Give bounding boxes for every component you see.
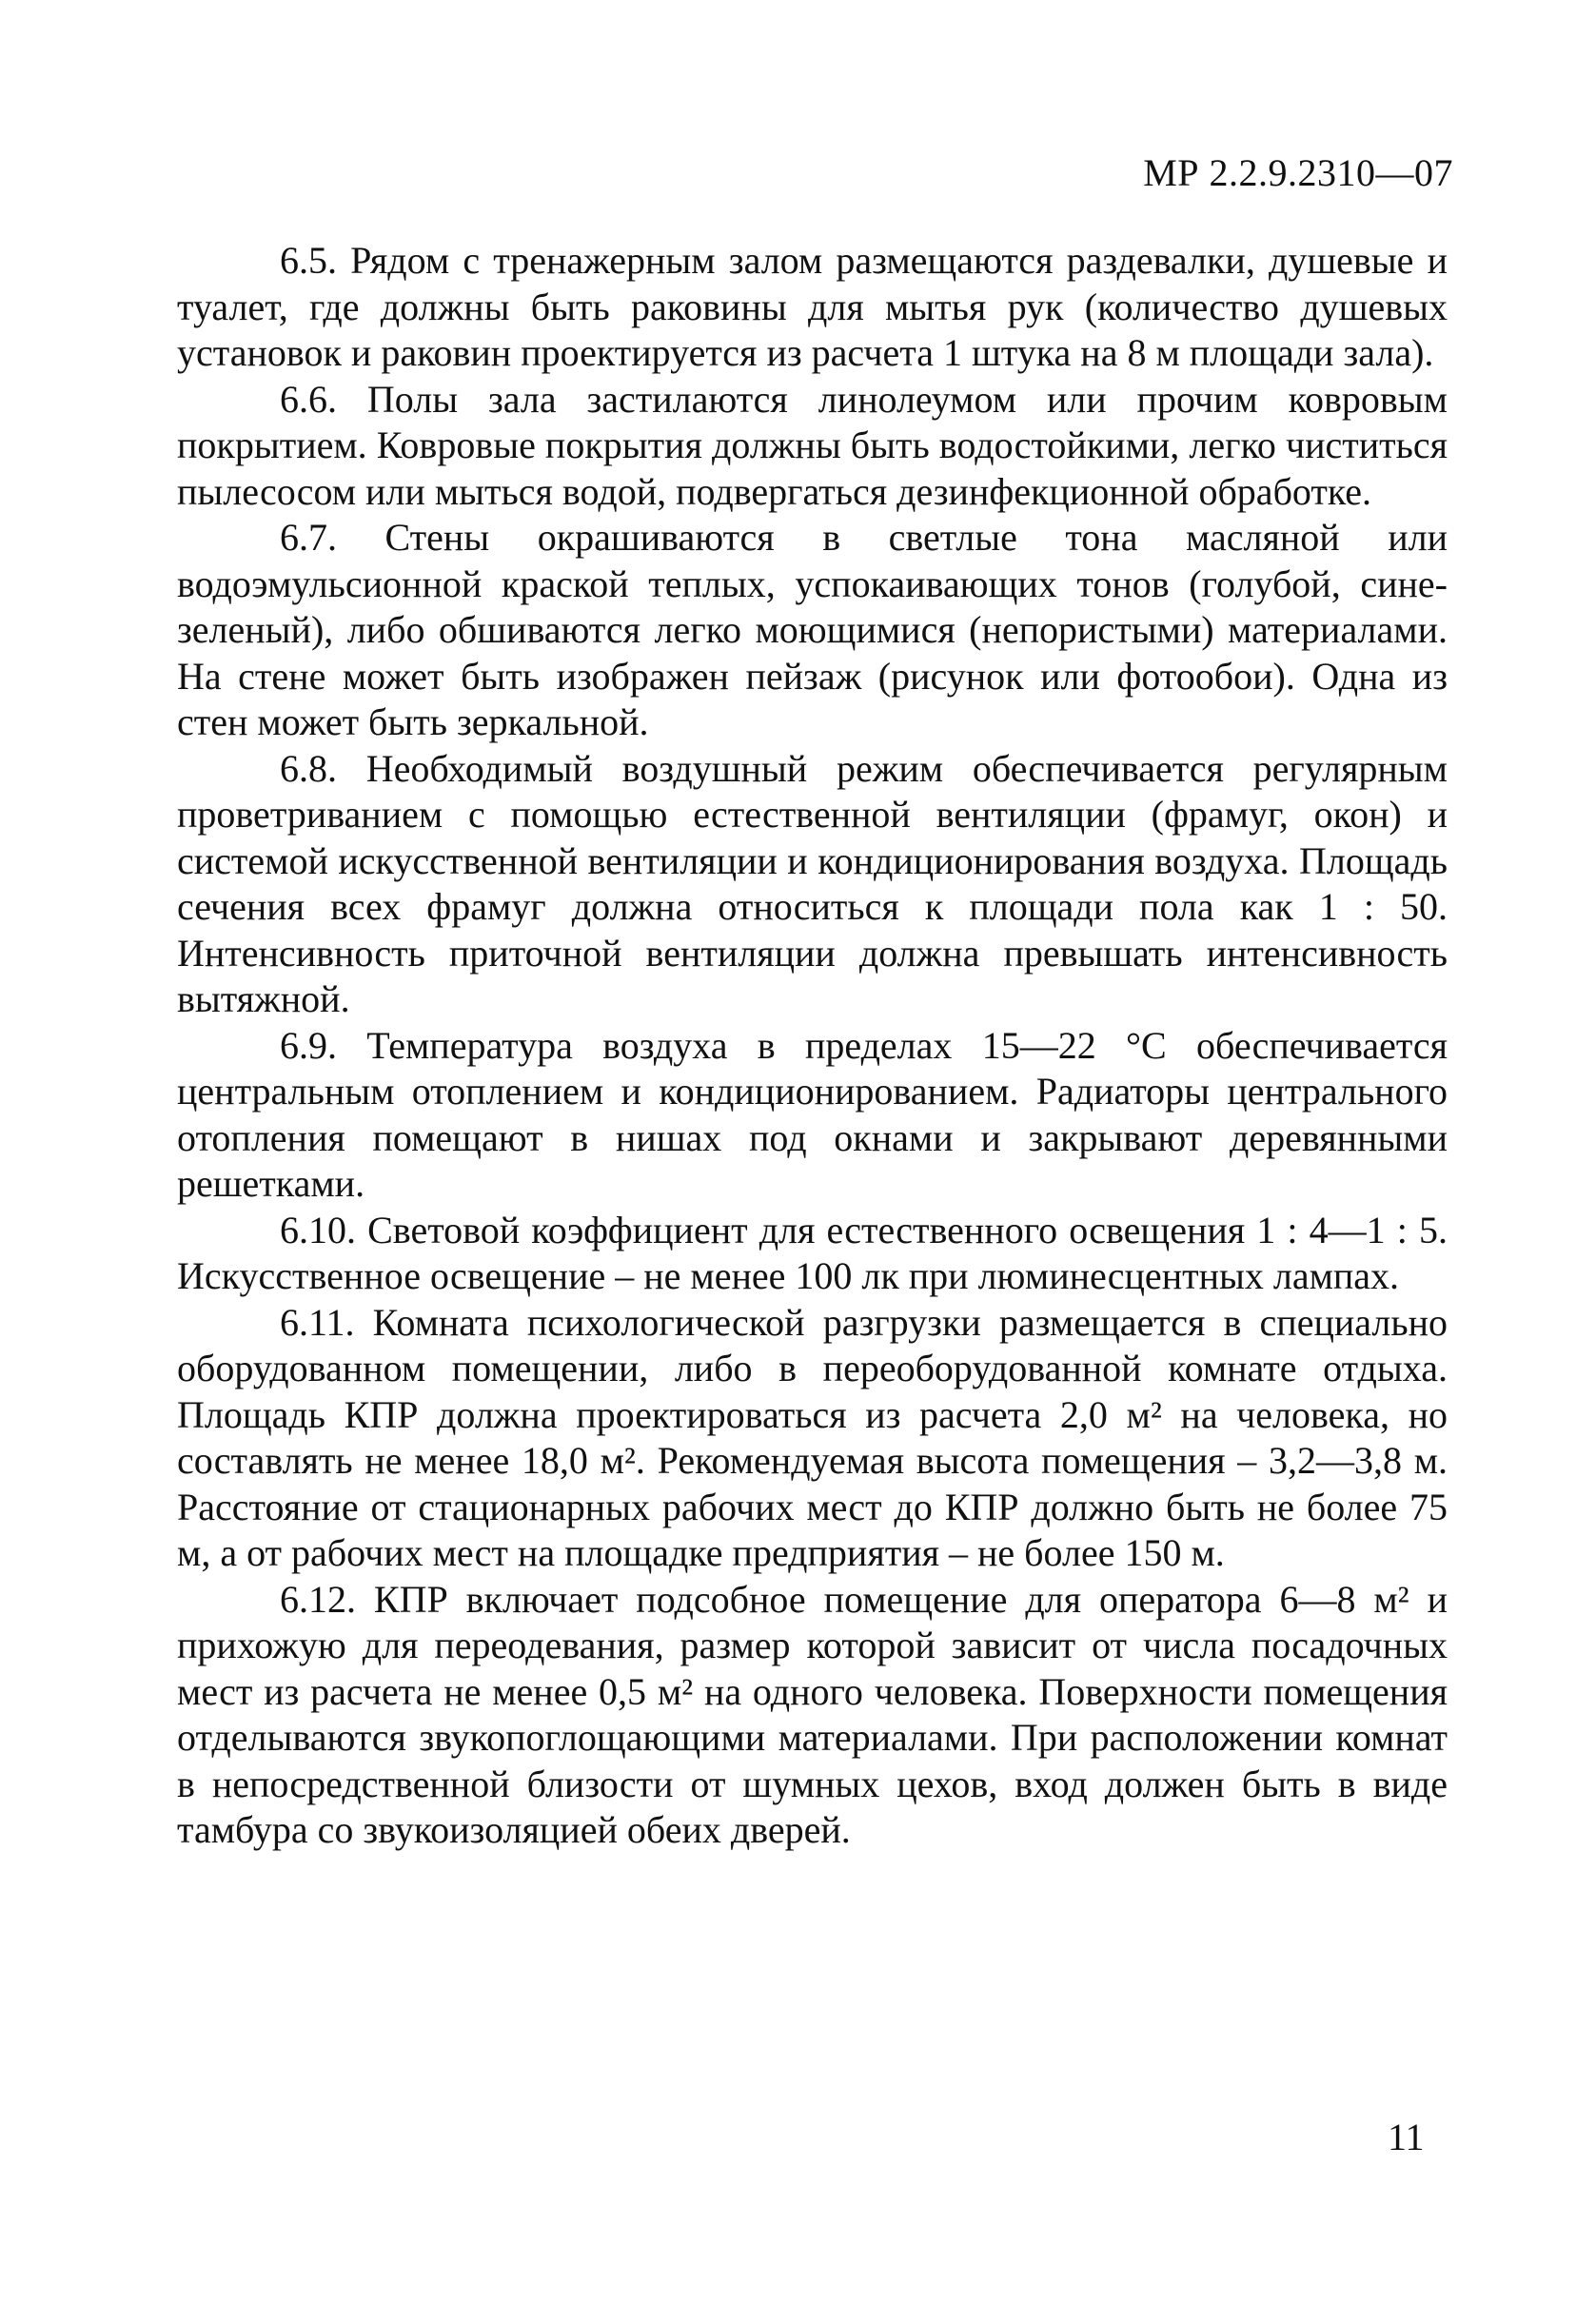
paragraph-6-8: 6.8. Необходимый воздушный режим обеспечивается регулярным проветриванием с помощью естественной вентиляции (фрамуг, окон) и системой искусственной вентиляции и кондиционирования воздуха. Площадь сечения всех фрамуг должна относиться к площади пола как 1 : 50. Интенсивность приточной вентиляции должна превышать интенсивность вытяжной. bbox=[177, 746, 1448, 1020]
paragraph-6-9: 6.9. Температура воздуха в пределах 15—22 °С обеспечивается центральным отоплением и кондиционированием. Радиаторы центрального отопления помещают в нишах под окнами и закрывают деревянными решетками. bbox=[177, 1023, 1448, 1205]
document-body bbox=[177, 238, 1448, 1854]
paragraph-6-6: 6.6. Полы зала застилаются линолеумом или прочим ковровым покрытием. Ковровые покрытия должны быть водостойкими, легко чиститься пылесосом или мыться водой, подвергаться дезинфекционной обработке. bbox=[177, 377, 1448, 513]
paragraph-6-7: 6.7. Стены окрашиваются в светлые тона масляной или водоэмульсионной краской теплых, успокаивающих тонов (голубой, сине-зеленый), либо обшиваются легко моющимися (непористыми) материалами. На стене может быть изображен пейзаж (рисунок или фотообои). Одна из стен может быть зеркальной. bbox=[177, 516, 1448, 743]
paragraph-6-5: 6.5. Рядом с тренажерным залом размещаются раздевалки, душевые и туалет, где должны быть раковины для мытья рук (количество душевых установок и раковин проектируется из расчета 1 штука на 8 м площади зала). bbox=[177, 239, 1448, 374]
paragraph-6-10: 6.10. Световой коэффициент для естественного освещения 1 : 4—1 : 5. Искусственное освещение – не менее 100 лк при люминесцентных лампах. bbox=[177, 1208, 1448, 1297]
paragraph-6-12: 6.12. КПР включает подсобное помещение для оператора 6—8 м² и прихожую для переодевания, размер которой зависит от числа посадочных мест из расчета не менее 0,5 м² на одного человека. Поверхности помещения отделываются звукопоглощающими материалами. При расположении комнат в непосредственной близости от шумных цехов, вход должен быть в виде тамбура со звукоизоляцией обеих дверей. bbox=[177, 1577, 1448, 1851]
page-number: 11 bbox=[1388, 2116, 1425, 2158]
document-code: МР 2.2.9.2310—07 bbox=[1143, 151, 1453, 194]
paragraph-6-11: 6.11. Комната психологической разгрузки размещается в специально оборудованном помещении, либо в переоборудованной комнате отдыха. Площадь КПР должна проектироваться из расчета 2,0 м² на человека, но составлять не менее 18,0 м². Рекомендуемая высота помещения – 3,2—3,8 м. Расстояние от стационарных рабочих мест до КПР должно быть не более 75 м, а от рабочих мест на площадке предприятия – не более 150 м. bbox=[177, 1300, 1448, 1574]
